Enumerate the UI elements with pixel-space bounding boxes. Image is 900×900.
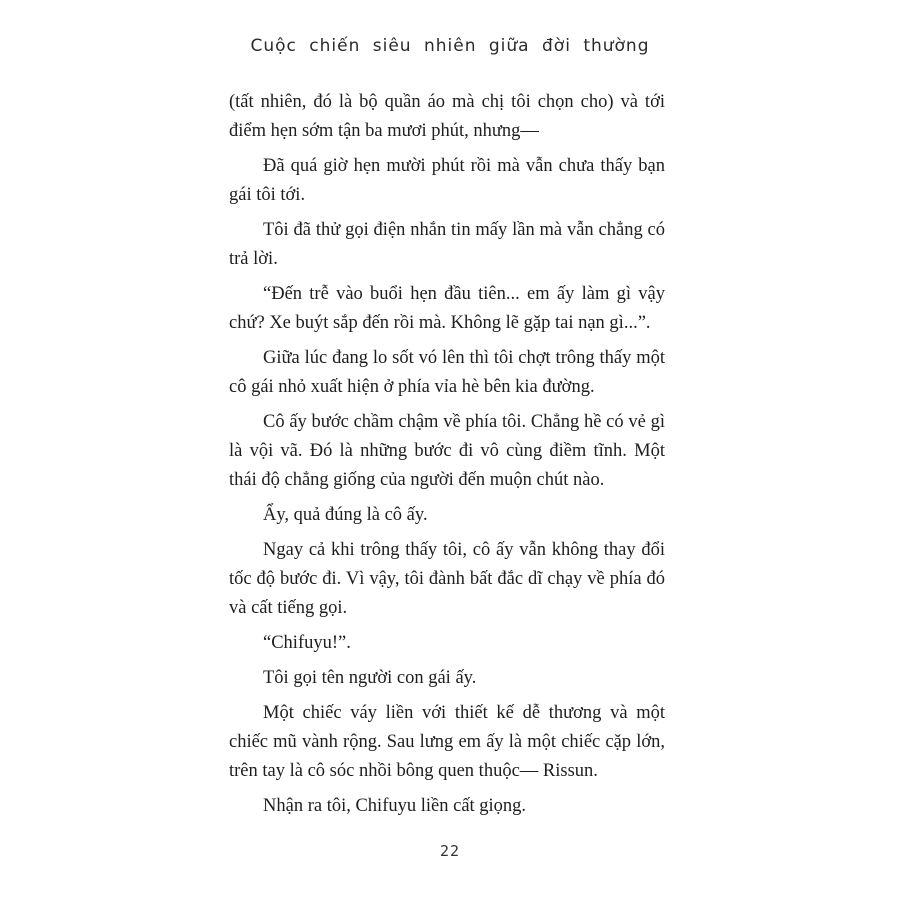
- paragraph: Giữa lúc đang lo sốt vó lên thì tôi chợt trông thấy một cô gái nhỏ xuất hiện ở phía vỉa hè bên kia đường.: [229, 348, 665, 397]
- page-number: 22: [439, 842, 461, 860]
- running-header: Cuộc chiến siêu nhiên giữa đời thường: [250, 36, 650, 56]
- paragraph: (tất nhiên, đó là bộ quần áo mà chị tôi chọn cho) và tới điểm hẹn sớm tận ba mươi phút, nhưng—: [229, 92, 665, 141]
- paragraph: Cô ấy bước chầm chậm về phía tôi. Chẳng hề có vẻ gì là vội vã. Đó là những bước đi vô cùng điềm tĩnh. Một thái độ chẳng giống của người đến muộn chút nào.: [229, 412, 665, 490]
- paragraph: Ngay cả khi trông thấy tôi, cô ấy vẫn không thay đổi tốc độ bước đi. Vì vậy, tôi đành bất đắc dĩ chạy về phía đó và cất tiếng gọi.: [229, 540, 665, 618]
- paragraph: “Chifuyu!”.: [263, 633, 351, 653]
- paragraph: Ẩy, quả đúng là cô ấy.: [263, 505, 428, 525]
- paragraph: Tôi gọi tên người con gái ấy.: [263, 668, 477, 688]
- paragraph: Tôi đã thử gọi điện nhắn tin mấy lần mà vẫn chẳng có trả lời.: [229, 220, 665, 269]
- paragraph: “Đến trễ vào buổi hẹn đầu tiên... em ấy làm gì vậy chứ? Xe buýt sắp đến rồi mà. Không lẽ gặp tai nạn gì...”.: [229, 284, 665, 333]
- paragraph: Nhận ra tôi, Chifuyu liền cất giọng.: [263, 796, 527, 816]
- book-body-text: [229, 88, 665, 827]
- paragraph: Đã quá giờ hẹn mười phút rồi mà vẫn chưa thấy bạn gái tôi tới.: [229, 156, 665, 205]
- paragraph: Một chiếc váy liền với thiết kế dễ thương và một chiếc mũ vành rộng. Sau lưng em ấy là một chiếc cặp lớn, trên tay là cô sóc nhồi bông quen thuộc— Rissun.: [229, 703, 665, 781]
